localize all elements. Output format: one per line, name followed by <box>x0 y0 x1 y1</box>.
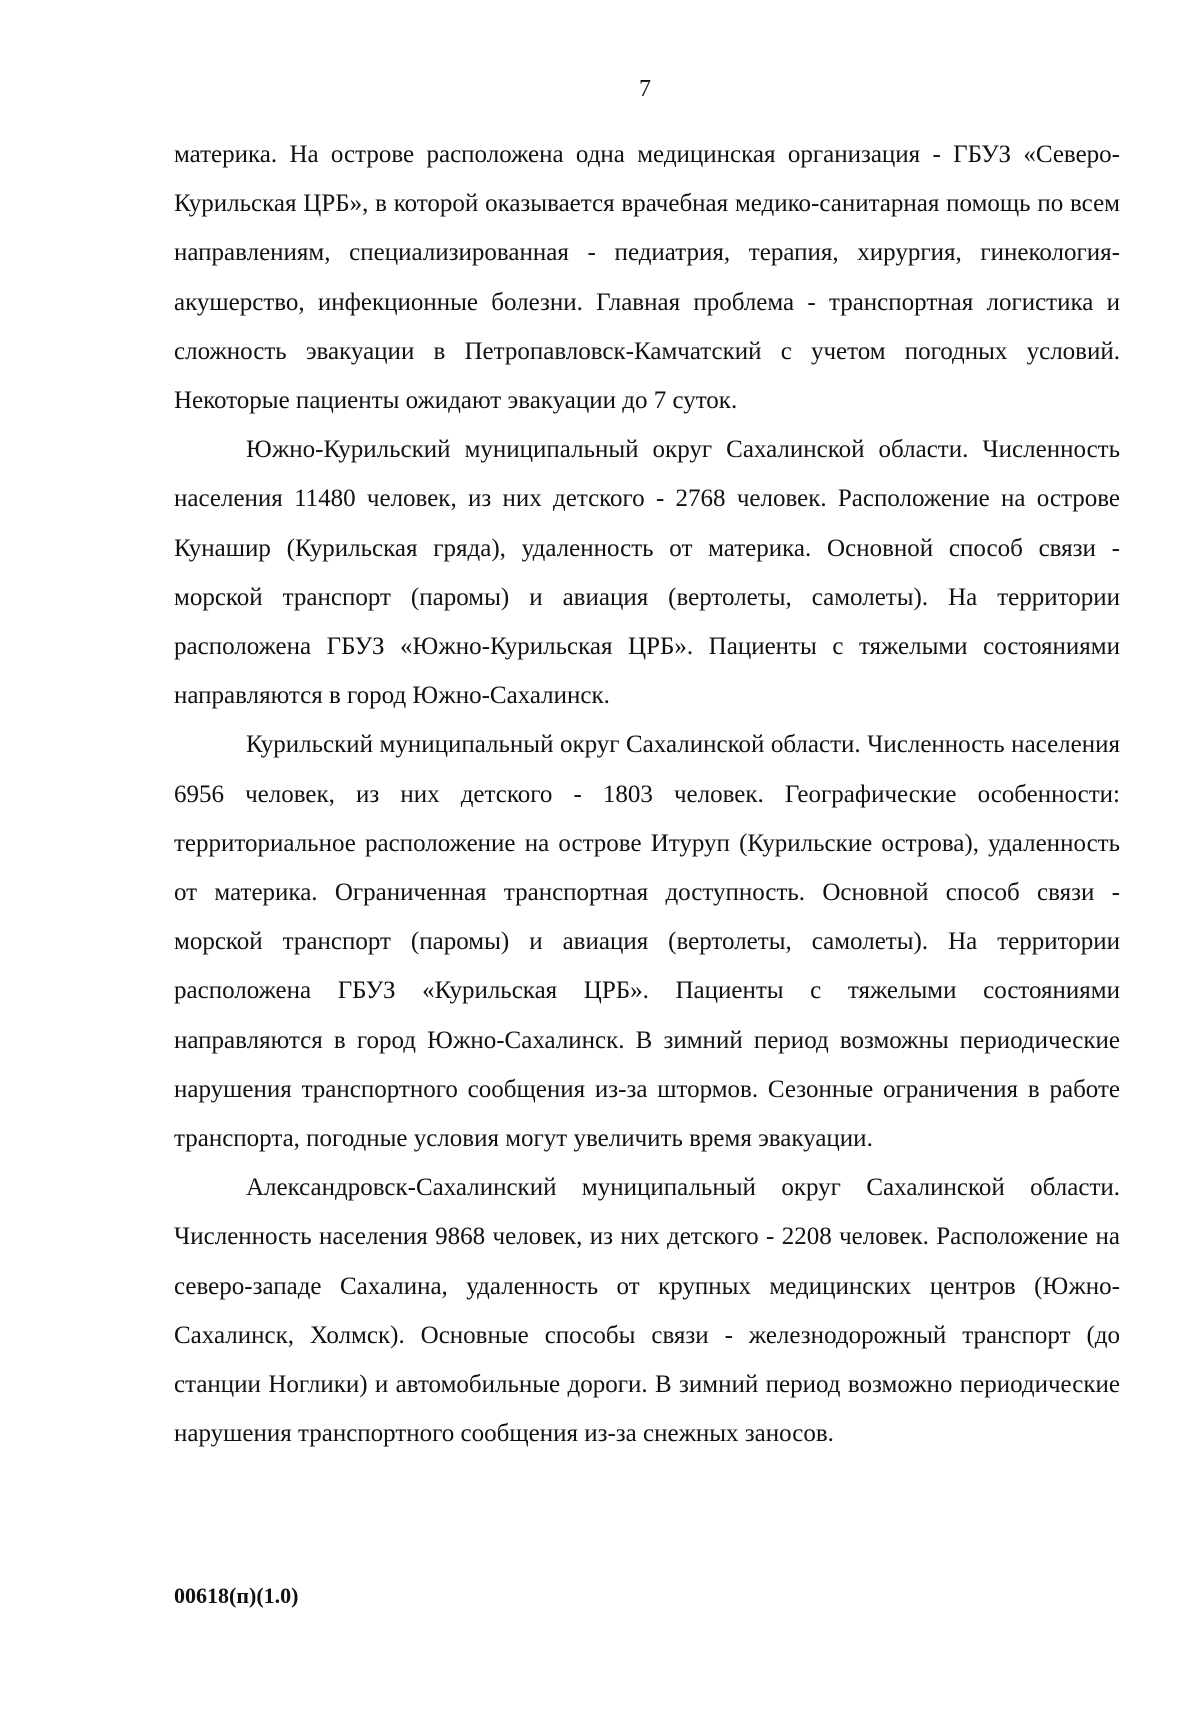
document-code: 00618(п)(1.0) <box>174 1583 299 1608</box>
paragraph-kurilsky: Курильский муниципальный округ Сахалинской области. Численность населения 6956 человек, из них детского - 1803 человек. Географические особенности: территориальное расположение на острове Итуруп (Курильские острова), удаленность от материка. Ограниченная транспортная доступность. Основной способ связи - морской транспорт (паромы) и авиация (вертолеты, самолеты). На территории расположена ГБУЗ «Курильская ЦРБ». Пациенты с тяжелыми состояниями направляются в город Южно-Сахалинск. В зимний период возможны периодические нарушения транспортного сообщения из-за штормов. Сезонные ограничения в работе транспорта, погодные условия могут увеличить время эвакуации. <box>174 731 1120 1153</box>
paragraph-aleksandrovsk-sakhalinsky: Александровск-Сахалинский муниципальный округ Сахалинской области. Численность населения 9868 человек, из них детского - 2208 человек. Расположение на северо-западе Сахалина, удаленность от крупных медицинских центров (Южно-Сахалинск, Холмск). Основные способы связи - железнодорожный транспорт (до станции Ноглики) и автомобильные дороги. В зимний период возможно периодические нарушения транспортного сообщения из-за снежных заносов. <box>174 1174 1120 1448</box>
paragraph-yuzhno-kurilsky: Южно-Курильский муниципальный округ Сахалинской области. Численность населения 11480 человек, из них детского - 2768 человек. Расположение на острове Кунашир (Курильская гряда), удаленность от материка. Основной способ связи - морской транспорт (паромы) и авиация (вертолеты, самолеты). На территории расположена ГБУЗ «Южно-Курильская ЦРБ». Пациенты с тяжелыми состояниями направляются в город Южно-Сахалинск. <box>174 436 1120 710</box>
body-text <box>174 130 1120 1458</box>
paragraph-continuation: материка. На острове расположена одна медицинская организация - ГБУЗ «Северо-Курильская ЦРБ», в которой оказывается врачебная медико-санитарная помощь по всем направлениям, специализированная - педиатрия, терапия, хирургия, гинекология-акушерство, инфекционные болезни. Главная проблема - транспортная логистика и сложность эвакуации в Петропавловск-Камчатский с учетом погодных условий. Некоторые пациенты ожидают эвакуации до 7 суток. <box>174 141 1120 415</box>
page-number: 7 <box>639 76 651 102</box>
